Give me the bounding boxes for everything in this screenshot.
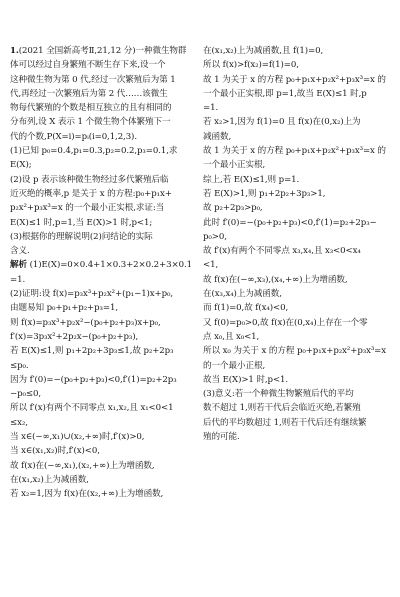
left-line: (2)证明:设 f(x)=p₃x³+p₂x²+(p₁−1)x+p₀, (10, 289, 174, 300)
left-line: 由题易知 p₀+p₁+p₂+p₃=1, (10, 303, 118, 314)
left-line: ≤x₂, (10, 417, 28, 428)
left-line: 分布列,设 X 表示 1 个微生物个体繁殖下一 (10, 117, 171, 128)
right-line: 减函数, (203, 131, 232, 142)
right-line: 一个最小正实根, (203, 160, 266, 171)
right-line: 殖的可能. (203, 432, 240, 443)
left-line: 物每代繁殖的个数是相互独立的且有相同的 (10, 103, 172, 114)
right-line: 后代的平均数超过 1,则若干代后还有继续繁 (203, 417, 367, 428)
left-line: 在(x₁,x₂)上为减函数, (10, 474, 89, 485)
right-line: 若 x₂>1,因为 f(1)=0 且 f(x)在(0,x₂)上为 (203, 117, 361, 128)
right-column (203, 44, 386, 587)
left-line: 代的个数,P(X=i)=pᵢ(i=0,1,2,3). (10, 131, 137, 142)
left-line: p₂x²+p₃x³=x 的一个最小正实根,求证:当 (10, 203, 165, 214)
right-line: 而 f(1)=0,故 f(x₄)<0, (203, 303, 289, 314)
left-line: =1. (10, 274, 26, 285)
right-line: 此时 f′(0)=−(p₀+p₂+p₃)<0,f′(1)=p₂+2p₃− (203, 217, 377, 228)
left-line: f′(x)=3p₃x²+2p₂x−(p₀+p₂+p₃), (10, 331, 139, 342)
left-line: E(X)≤1 时,p=1,当 E(X)>1 时,p<1; (10, 217, 153, 228)
right-line: 点 x₀,且 x₀<1, (203, 331, 260, 342)
right-line: 一个最小正实根,即 p=1,故当 E(X)≤1 时,p (203, 88, 367, 99)
left-line: 解析 (1)E(X)=0×0.4+1×0.3+2×0.2+3×0.1 (10, 260, 192, 271)
question-number: 1. (10, 46, 19, 56)
left-line: 含义. (10, 246, 30, 257)
analysis-label: 解析 (10, 260, 27, 271)
right-line: 故 f′(x)有两个不同零点 x₃,x₄,且 x₃<0<x₄ (203, 246, 361, 257)
left-line: 这种微生物为第 0 代,经过一次繁殖后为第 1 (10, 74, 176, 85)
left-line: (3)根据你的理解说明(2)问结论的实际 (10, 231, 153, 242)
left-line: 故 f(x)在(−∞,x₁),(x₂,+∞)上为增函数, (10, 460, 155, 471)
right-line: 的一个最小正根, (203, 360, 266, 371)
right-line: 故当 E(X)>1 时,p<1. (203, 374, 289, 385)
right-line: 数不超过 1,则若干代后会临近灭绝,若繁殖 (203, 403, 361, 414)
right-line: p₀>0, (203, 231, 227, 242)
left-line: 近灭绝的概率,p 是关于 x 的方程:p₀+p₁x+ (10, 188, 172, 199)
right-line: 在(x₁,x₂)上为减函数,且 f(1)=0, (203, 46, 324, 56)
left-line: 当 x∈(x₁,x₂)时,f′(x)<0, (10, 446, 100, 457)
left-line: 所以 f′(x)有两个不同零点 x₁,x₂,且 x₁<0<1 (10, 403, 174, 414)
left-line: 若 x₂=1,因为 f(x)在(x₂,+∞)上为增函数, (10, 489, 164, 500)
left-line: 1.(2021 全国新高考Ⅱ,21,12 分)一种微生物群 (10, 46, 187, 56)
right-line: 所以 x₀ 为关于 x 的方程 p₀+p₁x+p₂x²+p₃x³=x (203, 346, 387, 357)
right-line: 综上,若 E(X)≤1,则 p=1. (203, 174, 300, 185)
right-line: <1, (203, 260, 219, 271)
left-line: 体可以经过自身繁殖不断生存下来,设一个 (10, 60, 166, 71)
right-line: 若 E(X)>1,则 p₁+2p₂+3p₃>1, (203, 188, 326, 199)
right-line: 故 1 为关于 x 的方程 p₀+p₁x+p₂x²+p₃x³=x 的 (203, 74, 386, 85)
left-line: 若 E(X)≤1,则 p₁+2p₂+3p₃≤1,故 p₂+2p₃ (10, 346, 174, 357)
left-line: (2)设 p 表示该种微生物经过多代繁殖后临 (10, 174, 169, 185)
right-line: 在(x₃,x₄)上为减函数, (203, 289, 282, 300)
left-line: E(X); (10, 160, 32, 171)
right-line: 所以 f(x)>f(x₂)=f(1)=0, (203, 60, 299, 71)
left-line: 因为 f′(0)=−(p₀+p₂+p₃)<0,f′(1)=p₂+2p₃ (10, 374, 177, 385)
left-line: −p₀≤0, (10, 389, 41, 400)
left-column (10, 44, 193, 587)
right-line: =1. (203, 103, 219, 114)
left-line: 则 f(x)=p₃x³+p₂x²−(p₀+p₂+p₃)x+p₀, (10, 317, 161, 328)
left-line: ≤p₀. (10, 360, 29, 371)
right-line: 故 f(x)在(−∞,x₃),(x₄,+∞)上为增函数, (203, 274, 348, 285)
right-line: (3)意义:若一个种微生物繁殖后代的平均 (203, 389, 354, 400)
left-line: 当 x∈(−∞,x₁)∪(x₂,+∞)时,f′(x)>0, (10, 432, 145, 443)
left-line: (1)已知 p₀=0.4,p₁=0.3,p₂=0.2,p₃=0.1,求 (10, 146, 178, 157)
left-line: 代,再经过一次繁殖后为第 2 代……该微生 (10, 88, 168, 99)
right-line: 故 p₂+2p₃>p₀, (203, 203, 263, 214)
right-line: 故 1 为关于 x 的方程 p₀+p₁x+p₂x²+p₃x³=x 的 (203, 146, 386, 157)
right-line: 又 f(0)=p₀>0,故 f(x)在(0,x₄)上存在一个零 (203, 317, 368, 328)
